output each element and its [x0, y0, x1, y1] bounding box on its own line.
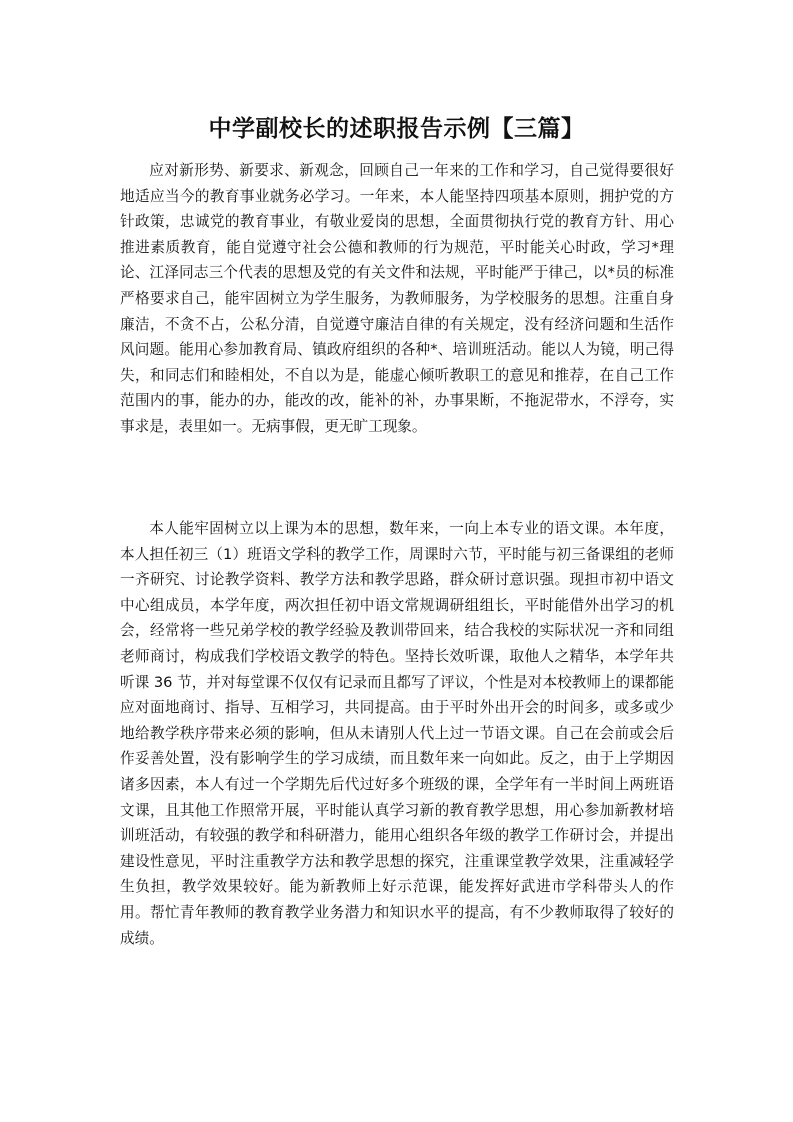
paragraph-2: 本人能牢固树立以上课为本的思想，数年来，一向上本专业的语文课。本年度，本人担任初三（1）班语文学科的教学工作，周课时六节，平时能与初三备课组的老师一齐研究、讨论教学资料、教学方法和教学思路，群众研讨意识强。现担市初中语文中心组成员，本学年度，两次担任初中语文常规调研组组长，平时能借外出学习的机会，经常将一些兄弟学校的教学经验及教训带回来，结合我校的实际状况一齐和同组老师商讨，构成我们学校语文教学的特色。坚持长效听课，取他人之精华，本学年共听课 36 节，并对每堂课不仅仅有记录而且都写了评议，个性是对本校教师上的课都能应对面地商讨、指导、互相学习，共同提高。由于平时外出开会的时间多，或多或少地给教学秩序带来必须的影响，但从未请别人代上过一节语文课。自己在会前或会后作妥善处置，没有影响学生的学习成绩，而且数年来一向如此。反之，由于上学期因诸多因素，本人有过一个学期先后代过好多个班级的课，全学年有一半时间上两班语文课，且其他工作照常开展，平时能认真学习新的教育教学思想，用心参加新教材培训班活动，有较强的教学和科研潜力，能用心组织各年级的教学工作研讨会，并提出建设性意见，平时注重教学方法和教学思想的探究，注重课堂教学效果，注重减轻学生负担，教学效果较好。能为新教师上好示范课，能发挥好武进市学科带头人的作用。帮忙青年教师的教育教学业务潜力和知识水平的提高，有不少教师取得了较好的成绩。 [120, 520, 674, 947]
paragraph-1: 应对新形势、新要求、新观念，回顾自己一年来的工作和学习，自己觉得要很好地适应当今的教育事业就务必学习。一年来，本人能坚持四项基本原则，拥护党的方针政策，忠诚党的教育事业，有敬业爱岗的思想，全面贯彻执行党的教育方针、用心推进素质教育，能自觉遵守社会公德和教师的行为规范，平时能关心时政，学习*理论、江泽同志三个代表的思想及党的有关文件和法规，平时能严于律己，以*员的标准严格要求自己，能牢固树立为学生服务，为教师服务，为学校服务的思想。注重自身廉洁，不贪不占，公私分清，自觉遵守廉洁自律的有关规定，没有经济问题和生活作风问题。能用心参加教育局、镇政府组织的各种*、培训班活动。能以人为镜，明己得失，和同志们和睦相处，不自以为是，能虚心倾听教职工的意见和推荐，在自己工作范围内的事，能办的办，能改的改，能补的补，办事果断，不拖泥带水，不浮夸，实事求是，表里如一。无病事假，更无旷工现象。 [120, 162, 674, 435]
document-title: 中学副校长的述职报告示例【三篇】 [208, 116, 585, 142]
